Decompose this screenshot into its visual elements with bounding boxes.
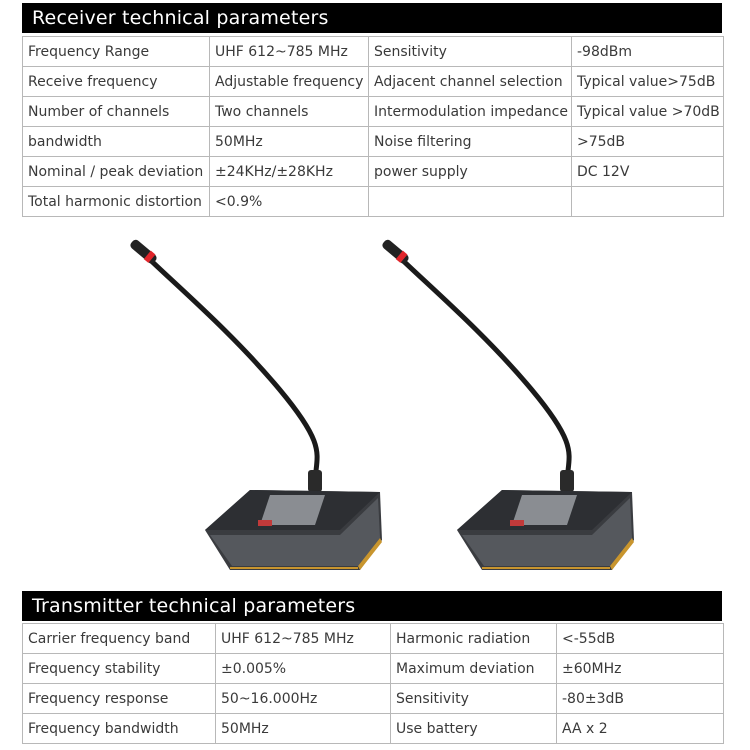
receiver-param-value: <0.9%: [210, 187, 369, 217]
transmitter-param-label: Frequency response: [23, 684, 216, 714]
transmitter-param-label: Frequency stability: [23, 654, 216, 684]
transmitter-param-label: Harmonic radiation: [391, 624, 557, 654]
receiver-param-label: Receive frequency: [23, 67, 210, 97]
transmitter-spec-table: [22, 623, 724, 744]
receiver-row: [23, 157, 724, 187]
receiver-param-value: 50MHz: [210, 127, 369, 157]
receiver-param-label: Sensitivity: [369, 37, 572, 67]
microphone-image-right: [362, 230, 642, 580]
transmitter-param-label: Maximum deviation: [391, 654, 557, 684]
receiver-param-value: >75dB: [572, 127, 724, 157]
transmitter-row: [23, 654, 724, 684]
transmitter-param-value: -80±3dB: [557, 684, 724, 714]
receiver-param-label: Adjacent channel selection: [369, 67, 572, 97]
transmitter-param-value: 50MHz: [216, 714, 391, 744]
gooseneck-microphone-icon: [380, 238, 634, 570]
transmitter-param-label: Carrier frequency band: [23, 624, 216, 654]
receiver-param-value: Typical value>75dB: [572, 67, 724, 97]
transmitter-row: [23, 684, 724, 714]
receiver-param-label: Noise filtering: [369, 127, 572, 157]
transmitter-param-value: AA x 2: [557, 714, 724, 744]
receiver-row: [23, 37, 724, 67]
transmitter-section-header: [22, 591, 722, 621]
transmitter-param-value: ±0.005%: [216, 654, 391, 684]
transmitter-title: Transmitter technical parameters: [32, 595, 356, 617]
receiver-param-value: ±24KHz/±28KHz: [210, 157, 369, 187]
gooseneck-microphone-icon: [128, 238, 382, 570]
receiver-param-value: -98dBm: [572, 37, 724, 67]
receiver-row: [23, 127, 724, 157]
receiver-param-label: power supply: [369, 157, 572, 187]
receiver-param-label: Frequency Range: [23, 37, 210, 67]
receiver-spec-table: [22, 36, 724, 217]
receiver-param-value: UHF 612~785 MHz: [210, 37, 369, 67]
transmitter-param-label: Sensitivity: [391, 684, 557, 714]
receiver-row: [23, 97, 724, 127]
receiver-param-label: Nominal / peak deviation: [23, 157, 210, 187]
receiver-param-label: Intermodulation impedance: [369, 97, 572, 127]
receiver-param-label: [369, 187, 572, 217]
transmitter-param-value: UHF 612~785 MHz: [216, 624, 391, 654]
receiver-param-value: [572, 187, 724, 217]
receiver-row: [23, 67, 724, 97]
transmitter-param-value: 50~16.000Hz: [216, 684, 391, 714]
transmitter-param-label: Use battery: [391, 714, 557, 744]
transmitter-param-label: Frequency bandwidth: [23, 714, 216, 744]
microphone-image-left: [110, 230, 390, 580]
transmitter-param-value: <-55dB: [557, 624, 724, 654]
transmitter-row: [23, 624, 724, 654]
transmitter-param-value: ±60MHz: [557, 654, 724, 684]
transmitter-row: [23, 714, 724, 744]
receiver-param-value: Typical value >70dB: [572, 97, 724, 127]
receiver-row: [23, 187, 724, 217]
receiver-title: Receiver technical parameters: [32, 7, 329, 29]
receiver-param-label: Number of channels: [23, 97, 210, 127]
receiver-param-value: Adjustable frequency: [210, 67, 369, 97]
receiver-param-label: bandwidth: [23, 127, 210, 157]
receiver-param-value: Two channels: [210, 97, 369, 127]
receiver-param-label: Total harmonic distortion: [23, 187, 210, 217]
receiver-section-header: [22, 3, 722, 33]
receiver-param-value: DC 12V: [572, 157, 724, 187]
